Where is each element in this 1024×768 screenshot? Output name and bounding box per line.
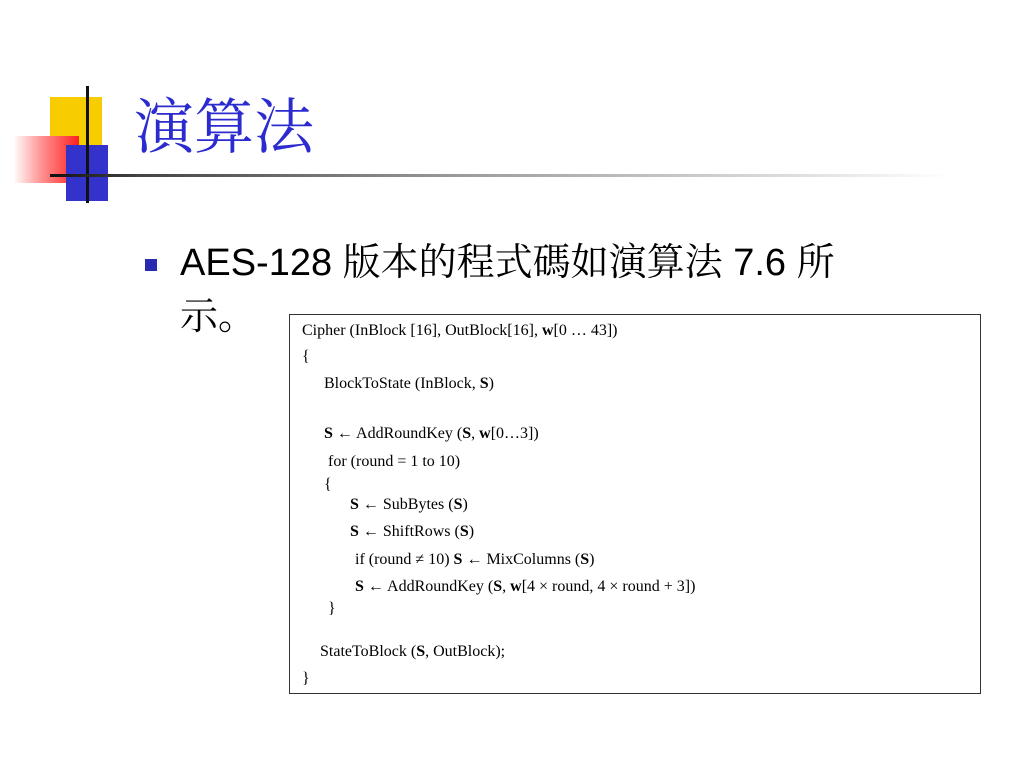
slide-title: 演算法 xyxy=(134,93,314,163)
bullet-text-line-2: 示。 xyxy=(180,296,257,338)
code-line: S ← AddRoundKey (S, w[0…3]) xyxy=(324,425,539,442)
code-line: S ← SubBytes (S) xyxy=(350,496,468,513)
code-line: } xyxy=(302,670,310,687)
code-line: { xyxy=(302,348,310,365)
code-line: for (round = 1 to 10) xyxy=(328,453,461,470)
code-line: Cipher (InBlock [16], OutBlock[16], w[0 … 43]) xyxy=(302,322,618,339)
bullet-square-icon xyxy=(145,259,157,271)
code-line: if (round ≠ 10) S ← MixColumns (S) xyxy=(355,551,595,568)
code-line: BlockToState (InBlock, S) xyxy=(324,375,494,392)
title-underline xyxy=(50,174,950,177)
code-line: StateToBlock (S, OutBlock); xyxy=(320,643,506,660)
decor-vertical-line xyxy=(86,86,89,203)
code-line: } xyxy=(328,600,336,617)
code-line: { xyxy=(324,476,332,493)
code-line: S ← ShiftRows (S) xyxy=(350,523,475,540)
code-line: S ← AddRoundKey (S, w[4 × round, 4 × round + 3]) xyxy=(355,578,696,595)
algorithm-code-box xyxy=(289,314,981,694)
bullet-text-line-1: AES-128 版本的程式碼如演算法 7.6 所 xyxy=(180,242,835,284)
